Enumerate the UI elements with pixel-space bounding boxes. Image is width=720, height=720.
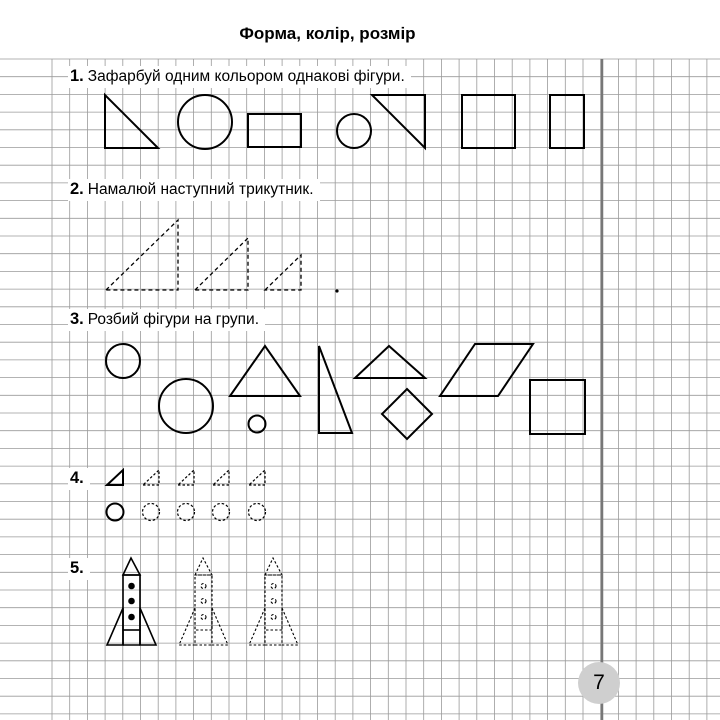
- start-dot: [335, 289, 338, 292]
- dashed-small-triangle: [213, 470, 229, 485]
- rocket-dashed: [249, 558, 298, 645]
- triangle-wide: [355, 346, 425, 378]
- task-4-number: 4.: [70, 469, 84, 487]
- page-number-badge: 7: [578, 662, 620, 704]
- page-title: Форма, колір, розмір: [239, 24, 416, 43]
- dashed-triangle-small: [265, 255, 301, 290]
- task-1-number: 1.: [70, 67, 84, 85]
- circle-small: [249, 416, 266, 433]
- wide-rectangle: [248, 114, 301, 147]
- task-3-text: Розбий фігури на групи.: [87, 311, 260, 328]
- triangle-tall: [319, 346, 352, 433]
- task-1-figures: [105, 95, 584, 149]
- task-2-number: 2.: [70, 180, 84, 198]
- rocket-dashed: [179, 558, 228, 645]
- right-triangle-flipped: [372, 95, 425, 148]
- task-3-number: 3.: [70, 310, 84, 328]
- task-1-text: Зафарбуй одним кольором однакові фігури.: [87, 68, 405, 85]
- dashed-small-circle: [143, 504, 160, 521]
- task-4-figures: [107, 470, 266, 521]
- dashed-small-circle: [249, 504, 266, 521]
- task-5-figures: [107, 558, 298, 645]
- task-2-text: Намалюй наступний трикутник.: [87, 181, 314, 198]
- right-triangle: [105, 95, 158, 148]
- dashed-small-triangle: [249, 470, 265, 485]
- triangle-equilateral: [230, 346, 300, 396]
- parallelogram: [440, 344, 533, 396]
- circle-medium: [106, 344, 140, 378]
- small-triangle: [107, 470, 123, 485]
- dashed-small-circle: [213, 504, 230, 521]
- dashed-small-triangle: [178, 470, 194, 485]
- rhombus: [382, 389, 432, 439]
- dashed-triangle-medium: [195, 238, 248, 290]
- task-3-figures: [106, 344, 585, 439]
- large-circle: [178, 95, 232, 149]
- task-5-number: 5.: [70, 559, 84, 577]
- square: [462, 95, 515, 148]
- square-large: [530, 380, 585, 434]
- task-2-figures: [106, 220, 301, 290]
- dashed-small-triangle: [143, 470, 159, 485]
- circle-large: [159, 379, 213, 433]
- dashed-triangle-large: [106, 220, 178, 290]
- dashed-small-circle: [178, 504, 195, 521]
- tall-rectangle: [550, 95, 584, 148]
- small-circle-solid: [107, 504, 124, 521]
- rocket-solid: [107, 558, 156, 645]
- small-circle: [337, 114, 371, 148]
